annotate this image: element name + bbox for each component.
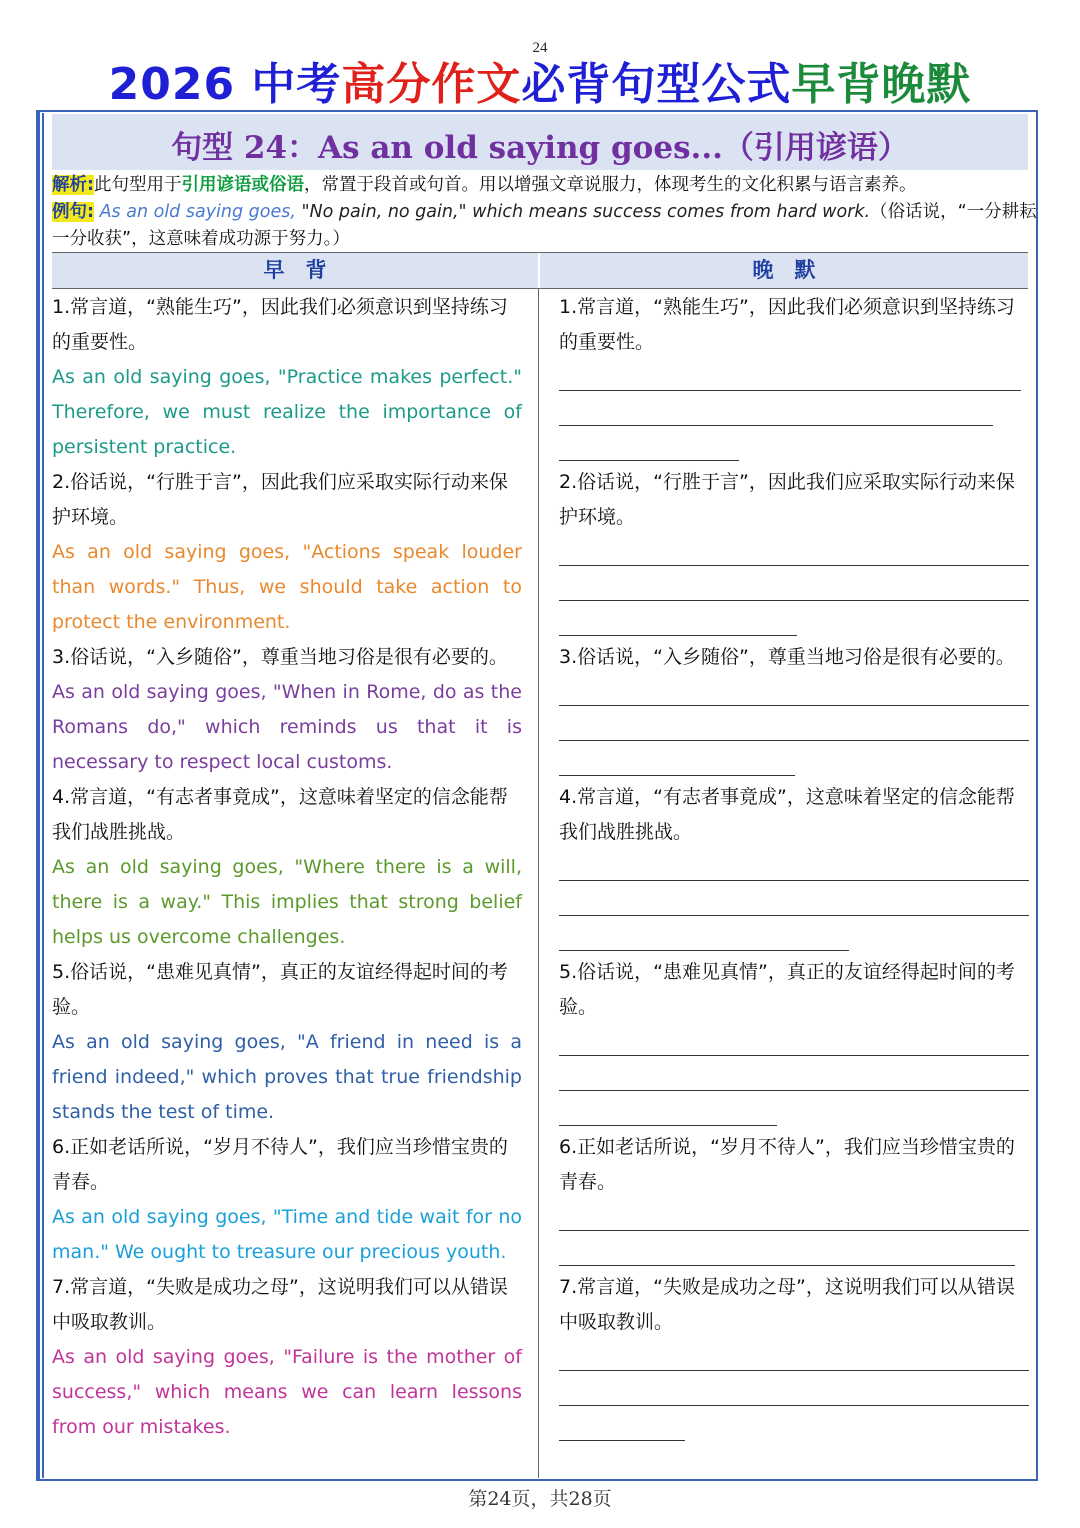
title-part-4: 早背晚默 [791, 59, 972, 110]
page-footer: 第24页，共28页 [468, 1488, 612, 1510]
answer-blank-line[interactable] [559, 920, 1029, 955]
item-chinese-prompt: 5.俗话说，“患难见真情”，真正的友谊经得起时间的考验。 [559, 961, 1015, 1018]
evening-item [559, 1270, 1029, 1445]
answer-blank-line[interactable] [559, 885, 1029, 920]
answer-blank-line[interactable] [559, 850, 1029, 885]
answer-blank-line[interactable] [559, 1200, 1029, 1235]
item-chinese: 2.俗话说，“行胜于言”，因此我们应采取实际行动来保护环境。 [52, 471, 508, 528]
item-chinese: 7.常言道，“失败是成功之母”，这说明我们可以从错误中吸取教训。 [52, 1276, 508, 1333]
column-header-evening: 晚 默 [540, 252, 1028, 288]
example-en-lead: As an old saying goes, [99, 202, 296, 222]
page-title [0, 48, 1080, 112]
column-header-morning: 早 背 [52, 252, 538, 288]
item-chinese-prompt: 2.俗话说，“行胜于言”，因此我们应采取实际行动来保护环境。 [559, 471, 1015, 528]
item-english: As an old saying goes, "Practice makes perfect." Therefore, we must realize the importance of persistent practice. [52, 366, 522, 458]
item-english: As an old saying goes, "Actions speak louder than words." Thus, we should take action to protect the environment. [52, 541, 522, 633]
morning-column [52, 290, 522, 1445]
item-chinese-prompt: 4.常言道，“有志者事竟成”，这意味着坚定的信念能帮我们战胜挑战。 [559, 786, 1015, 843]
item-chinese-prompt: 7.常言道，“失败是成功之母”，这说明我们可以从错误中吸取教训。 [559, 1276, 1015, 1333]
answer-blank-line[interactable] [559, 430, 1029, 465]
morning-item [52, 640, 522, 780]
table-top-border [52, 252, 1028, 253]
evening-item [559, 465, 1029, 640]
answer-blank-line[interactable] [559, 1235, 1029, 1270]
table-column-divider [538, 288, 539, 1478]
morning-item [52, 465, 522, 640]
answer-blank-line[interactable] [559, 1375, 1029, 1410]
title-part-2: 高分作文 [341, 59, 522, 110]
item-english: As an old saying goes, "Time and tide wait for no man." We ought to treasure our precious youth. [52, 1206, 522, 1263]
item-chinese: 3.俗话说，“入乡随俗”，尊重当地习俗是很有必要的。 [52, 646, 508, 668]
item-chinese: 1.常言道，“熟能生巧”，因此我们必须意识到坚持练习的重要性。 [52, 296, 508, 353]
item-english: As an old saying goes, "Failure is the mother of success," which means we can learn lessons from our mistakes. [52, 1346, 522, 1438]
morning-item [52, 955, 522, 1130]
top-page-number: 24 [532, 40, 548, 56]
answer-blank-line[interactable] [559, 1025, 1029, 1060]
answer-blank-line[interactable] [559, 535, 1029, 570]
frame-accent-line [42, 113, 44, 1478]
analysis-text-before: 此句型用于 [94, 175, 182, 195]
answer-blank-line[interactable] [559, 1340, 1029, 1375]
title-part-1: 2026 中考 [108, 59, 342, 110]
table-header-divider [52, 288, 1028, 289]
title-part-3: 必背句型公式 [521, 59, 792, 110]
evening-item [559, 290, 1029, 465]
item-chinese-prompt: 1.常言道，“熟能生巧”，因此我们必须意识到坚持练习的重要性。 [559, 296, 1015, 353]
evening-item [559, 1130, 1029, 1270]
analysis-line [52, 172, 1037, 198]
answer-blank-line[interactable] [559, 395, 1029, 430]
evening-column [559, 290, 1029, 1445]
answer-blank-line[interactable] [559, 710, 1029, 745]
item-english: As an old saying goes, "A friend in need is a friend indeed," which proves that true friendship stands the test of time. [52, 1031, 522, 1123]
item-chinese: 6.正如老话所说，“岁月不待人”，我们应当珍惜宝贵的青春。 [52, 1136, 508, 1193]
morning-item [52, 290, 522, 465]
answer-blank-line[interactable] [559, 570, 1029, 605]
morning-item [52, 780, 522, 955]
evening-item [559, 955, 1029, 1130]
morning-item [52, 1130, 522, 1270]
analysis-text-after: ，常置于段首或句首。用以增强文章说服力，体现考生的文化积累与语言素养。 [304, 175, 917, 195]
item-english: As an old saying goes, "Where there is a will, there is a way." This implies that strong belief helps us overcome challenges. [52, 856, 522, 948]
answer-blank-line[interactable] [559, 675, 1029, 710]
example-label: 例句: [52, 202, 94, 222]
item-english: As an old saying goes, "When in Rome, do as the Romans do," which reminds us that it is necessary to respect local customs. [52, 681, 522, 773]
answer-blank-line[interactable] [559, 1060, 1029, 1095]
item-chinese: 5.俗话说，“患难见真情”，真正的友谊经得起时间的考验。 [52, 961, 508, 1018]
item-chinese-prompt: 3.俗话说，“入乡随俗”，尊重当地习俗是很有必要的。 [559, 646, 1015, 668]
analysis-highlight: 引用谚语或俗语 [181, 175, 304, 195]
answer-blank-line[interactable] [559, 1095, 1029, 1130]
section-heading: 句型 24：As an old saying goes...（引用谚语） [171, 130, 909, 166]
example-cn: （俗话说，“一分耕耘一分收获”，这意味着成功源于努力。） [52, 202, 1037, 249]
example-en-rest: "No pain, no gain," which means success comes from hard work. [295, 202, 871, 222]
analysis-label: 解析: [52, 175, 94, 195]
evening-item [559, 780, 1029, 955]
answer-blank-line[interactable] [559, 605, 1029, 640]
evening-item [559, 640, 1029, 780]
answer-blank-line[interactable] [559, 745, 1029, 780]
answer-blank-line[interactable] [559, 1410, 1029, 1445]
item-chinese: 4.常言道，“有志者事竟成”，这意味着坚定的信念能帮我们战胜挑战。 [52, 786, 508, 843]
item-chinese-prompt: 6.正如老话所说，“岁月不待人”，我们应当珍惜宝贵的青春。 [559, 1136, 1015, 1193]
example-line [52, 199, 1037, 253]
answer-blank-line[interactable] [559, 360, 1029, 395]
morning-item [52, 1270, 522, 1445]
